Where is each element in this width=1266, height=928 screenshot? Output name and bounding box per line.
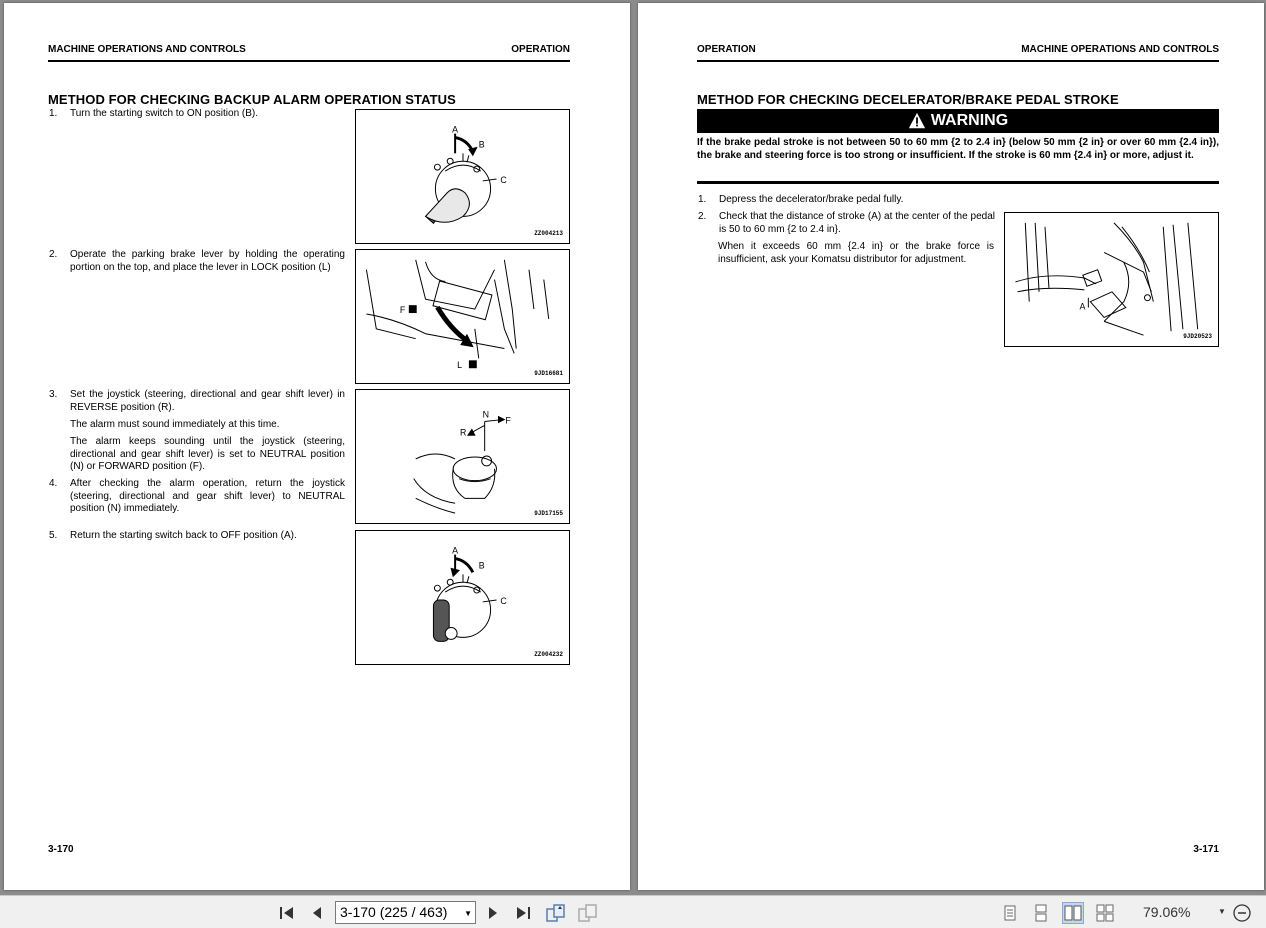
step-number: 5. — [49, 530, 58, 541]
step-text: Operate the parking brake lever by holding the operating portion on the top, and place the lever in LOCK position (L) — [70, 249, 345, 273]
figure-label: A — [1079, 301, 1086, 312]
step-number: 3. — [49, 389, 58, 400]
running-header-right: OPERATION — [511, 44, 570, 55]
figure-joystick — [355, 389, 570, 524]
figure-label: C — [500, 595, 507, 606]
step-2-note: When it exceeds 60 mm {2.4 in} or the brake force is insufficient, ask your Komatsu distributor for adjustment. — [718, 241, 994, 265]
section-title: METHOD FOR CHECKING BACKUP ALARM OPERATION STATUS — [48, 92, 456, 107]
page-number-field[interactable] — [335, 901, 476, 924]
figure-code: 9JD17155 — [534, 510, 563, 517]
page-number: 3-171 — [1193, 844, 1219, 855]
navigation-toolbar — [0, 895, 1266, 928]
figure-code: ZZ004232 — [534, 651, 563, 658]
running-header-right: MACHINE OPERATIONS AND CONTROLS — [1021, 44, 1219, 55]
last-page-icon[interactable] — [512, 902, 534, 924]
figure-label: L — [457, 360, 463, 371]
step-text: Set the joystick (steering, directional and gear shift lever) in REVERSE position (R). — [70, 389, 345, 413]
step-number: 1. — [698, 194, 707, 205]
chevron-down-icon[interactable]: ▼ — [464, 909, 472, 918]
warning-label: WARNING — [930, 112, 1009, 129]
facing-icon[interactable] — [1062, 902, 1084, 924]
first-page-icon[interactable] — [276, 902, 298, 924]
figure-starting-switch-on — [355, 109, 570, 244]
warning-rule — [697, 181, 1219, 184]
step-number: 4. — [49, 478, 58, 489]
figure-label: F — [399, 305, 406, 316]
figure-starting-switch-off — [355, 530, 570, 665]
warning-text: If the brake pedal stroke is not between 50 to 60 mm {2 to 2.4 in} (below 50 mm {2 in} or over 60 mm {2.4 in}), the brake and steering force is too strong or insufficient. If the stroke is 60 mm {2.4 in} or more, adjust it. — [697, 137, 1219, 161]
chevron-down-icon[interactable]: ▼ — [1218, 907, 1226, 916]
step-number: 2. — [49, 249, 58, 260]
figure-label: A — [452, 545, 459, 556]
figure-label: A — [452, 124, 459, 135]
figure-code: 9JD20523 — [1183, 333, 1212, 340]
continuous-facing-icon[interactable] — [1094, 902, 1116, 924]
header-rule — [697, 60, 1219, 62]
previous-view-icon[interactable] — [545, 902, 567, 924]
figure-code: ZZ004213 — [534, 230, 563, 237]
page-field-value: 3-170 (225 / 463) — [340, 904, 448, 920]
step-text: Return the starting switch back to OFF position (A). — [70, 530, 297, 541]
step-number: 1. — [49, 108, 58, 119]
step-3-note-1: The alarm must sound immediately at this time. — [70, 419, 280, 430]
zoom-level[interactable]: 79.06% — [1143, 904, 1191, 920]
running-header-left: OPERATION — [697, 44, 756, 55]
header-rule — [48, 60, 570, 62]
figure-label: C — [500, 174, 507, 185]
step-3-note-2: The alarm keeps sounding until the joystick (steering, directional and gear shift lever) is set to NEUTRAL position (N) or FORWARD position (F). — [70, 436, 345, 472]
previous-page-icon[interactable] — [306, 902, 328, 924]
running-header-left: MACHINE OPERATIONS AND CONTROLS — [48, 44, 246, 55]
next-view-icon[interactable] — [577, 902, 599, 924]
step-text: Depress the decelerator/brake pedal fully. — [719, 194, 904, 205]
step-text: Turn the starting switch to ON position (B). — [70, 108, 259, 119]
page-number: 3-170 — [48, 844, 74, 855]
figure-brake-pedal — [1004, 212, 1219, 347]
figure-label: B — [478, 139, 485, 150]
warning-triangle-icon — [908, 112, 926, 130]
figure-label: N — [482, 409, 490, 420]
warning-banner — [697, 109, 1219, 133]
figure-code: 9JD16681 — [534, 370, 563, 377]
single-page-icon[interactable] — [999, 902, 1021, 924]
figure-label: R — [460, 427, 467, 438]
figure-label: F — [505, 415, 511, 426]
step-number: 2. — [698, 211, 707, 222]
step-text: After checking the alarm operation, return the joystick (steering, directional and gear shift lever) to NEUTRAL position (N) immediately. — [70, 478, 345, 514]
page-3-170 — [4, 3, 630, 890]
page-3-171 — [638, 3, 1264, 890]
section-title: METHOD FOR CHECKING DECELERATOR/BRAKE PEDAL STROKE — [697, 92, 1119, 107]
zoom-out-icon[interactable] — [1231, 902, 1253, 924]
continuous-icon[interactable] — [1030, 902, 1052, 924]
step-text: Check that the distance of stroke (A) at the center of the pedal is 50 to 60 mm {2 to 2.4 in}. — [719, 211, 995, 235]
next-page-icon[interactable] — [482, 902, 504, 924]
figure-label: B — [478, 560, 485, 571]
figure-parking-brake-lever — [355, 249, 570, 384]
